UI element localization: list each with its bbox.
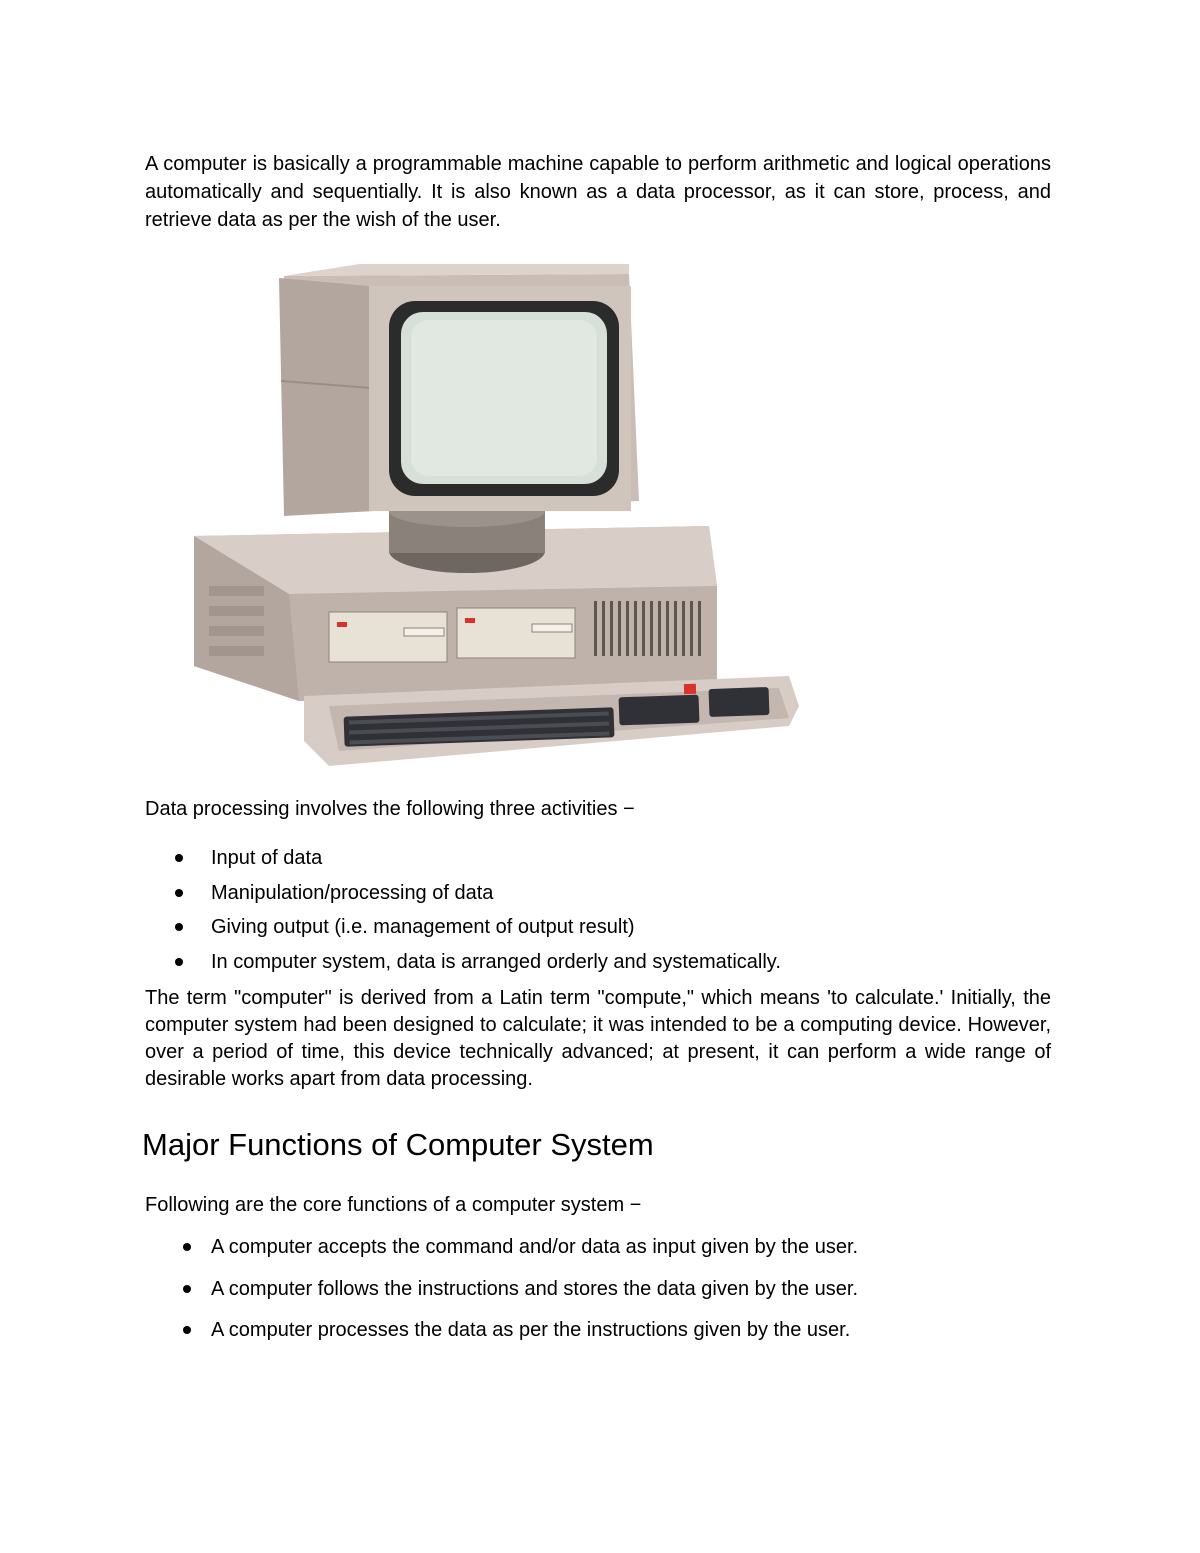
bullet-icon <box>175 889 183 897</box>
list-item: In computer system, data is arranged orderly and systematically. <box>145 945 1051 980</box>
list-item: Input of data <box>145 841 1051 876</box>
intro-paragraph: A computer is basically a programmable machine capable to perform arithmetic and logical operations automatically and sequentially. It is also known as a data processor, as it can store, process, and retrieve data as per the wish of the user. <box>145 153 1051 231</box>
functions-list <box>145 1233 1051 1344</box>
bullet-icon <box>175 923 183 931</box>
list-item: A computer processes the data as per the instructions given by the user. <box>145 1316 1051 1344</box>
list-item: Giving output (i.e. management of output result) <box>145 910 1051 945</box>
document-page <box>142 150 1051 1358</box>
functions-intro: Following are the core functions of a computer system − <box>145 1194 642 1216</box>
vintage-computer-image <box>189 256 809 781</box>
bullet-icon <box>183 1326 191 1334</box>
term-paragraph: The term "computer" is derived from a Latin term "compute," which means 'to calculate.' Initially, the computer system had been designed to calculate; it was intended to be a computing device. However, over a period of time, this device technically advanced; at present, it can perform a wide range of desirable works apart from data processing. <box>145 987 1051 1090</box>
bullet-icon <box>175 958 183 966</box>
section-heading: Major Functions of Computer System <box>142 1127 654 1162</box>
bullet-icon <box>183 1285 191 1293</box>
list-item: A computer accepts the command and/or data as input given by the user. <box>145 1233 1051 1261</box>
list-item: Manipulation/processing of data <box>145 876 1051 911</box>
activities-list <box>145 841 1051 979</box>
activities-intro: Data processing involves the following three activities − <box>145 798 635 820</box>
bullet-icon <box>175 854 183 862</box>
list-item: A computer follows the instructions and stores the data given by the user. <box>145 1275 1051 1303</box>
bullet-icon <box>183 1243 191 1251</box>
